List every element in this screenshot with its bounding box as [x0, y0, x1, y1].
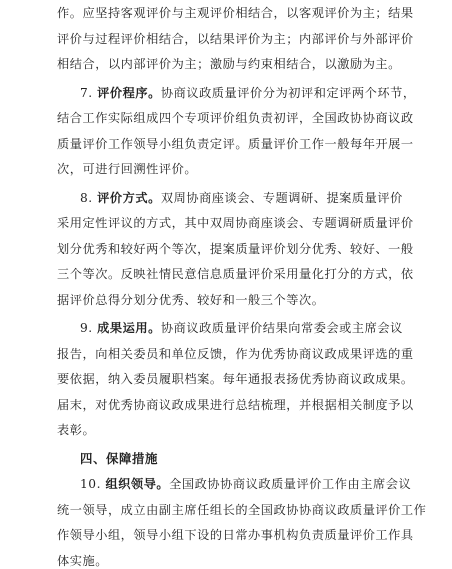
item-9-line-5: 表彰。	[57, 423, 96, 437]
item-7-line-4: 次，可进行回溯性评价。	[57, 162, 198, 176]
item-7-line-2: 结合工作实际组成四个专项评价组负责初评，全国政协协商议政	[57, 111, 414, 125]
item-8-line-2: 采用定性评议的方式，其中双周协商座谈会、专题调研质量评价	[57, 216, 414, 230]
item-9-line-4: 届末，对优秀协商议政成果进行总结梳理，并根据相关制度予以	[57, 397, 414, 412]
item-8-line-4: 三个等次。反映社情民意信息质量评价采用量化打分的方式，依	[57, 267, 414, 281]
item-10-title: 组织领导。	[105, 477, 170, 491]
intro-line-3: 相结合，以内部评价为主；激励与约束相结合，以激励为主。	[57, 57, 401, 71]
intro-line-2: 评价与过程评价相结合，以结果评价为主；内部评价与外部评价	[57, 31, 414, 46]
item-8-line-3: 划分优秀和较好两个等次，提案质量评价划分优秀、较好、一般	[57, 241, 414, 256]
item-10-number: 10.	[80, 477, 102, 491]
item-7-text-1: 协商议政质量评价分为初评和定评两个环节，	[160, 85, 416, 100]
item-7-number: 7.	[80, 85, 93, 100]
item-9-line-2: 报告，向相关委员和单位反馈，作为优秀协商议政成果评选的重	[57, 346, 414, 361]
item-8-text-1: 双周协商座谈会、专题调研、提案质量评价	[160, 190, 403, 205]
item-7-line-3: 质量评价工作领导小组负责定评。质量评价工作一般每年开展一	[57, 136, 414, 151]
item-9-text-1: 协商议政质量评价结果向常委会或主席会议	[160, 321, 403, 335]
intro-line-1: 作。应坚持客观评价与主观评价相结合，以客观评价为主；结果	[57, 6, 414, 20]
item-10-line-3: 作领导小组，领导小组下设的日常办事机构负责质量评价工作具	[57, 528, 414, 542]
item-10-line-2: 统一领导，成立由副主席任组长的全国政协协商议政质量评价工作	[57, 502, 427, 517]
item-9-title: 成果运用。	[97, 321, 161, 335]
item-10-line-4: 体实施。	[57, 553, 108, 568]
item-10-text-1: 全国政协协商议政质量评价工作由主席会议	[169, 477, 412, 491]
section-4-heading: 四、保障措施	[80, 450, 158, 466]
item-8-line-1	[80, 190, 403, 206]
item-10-line-1	[80, 476, 411, 492]
item-8-line-5: 据评价总得分划分优秀、较好和一般三个等次。	[57, 292, 325, 307]
item-8-title: 评价方式。	[97, 190, 161, 205]
item-9-number: 9.	[80, 321, 93, 335]
item-8-number: 8.	[80, 190, 93, 205]
item-7-line-1	[80, 85, 416, 101]
item-9-line-3: 要依据，纳入委员履职档案。每年通报表扬优秀协商议政成果。	[57, 372, 414, 386]
item-9-line-1	[80, 320, 403, 336]
item-7-title: 评价程序。	[97, 85, 161, 100]
